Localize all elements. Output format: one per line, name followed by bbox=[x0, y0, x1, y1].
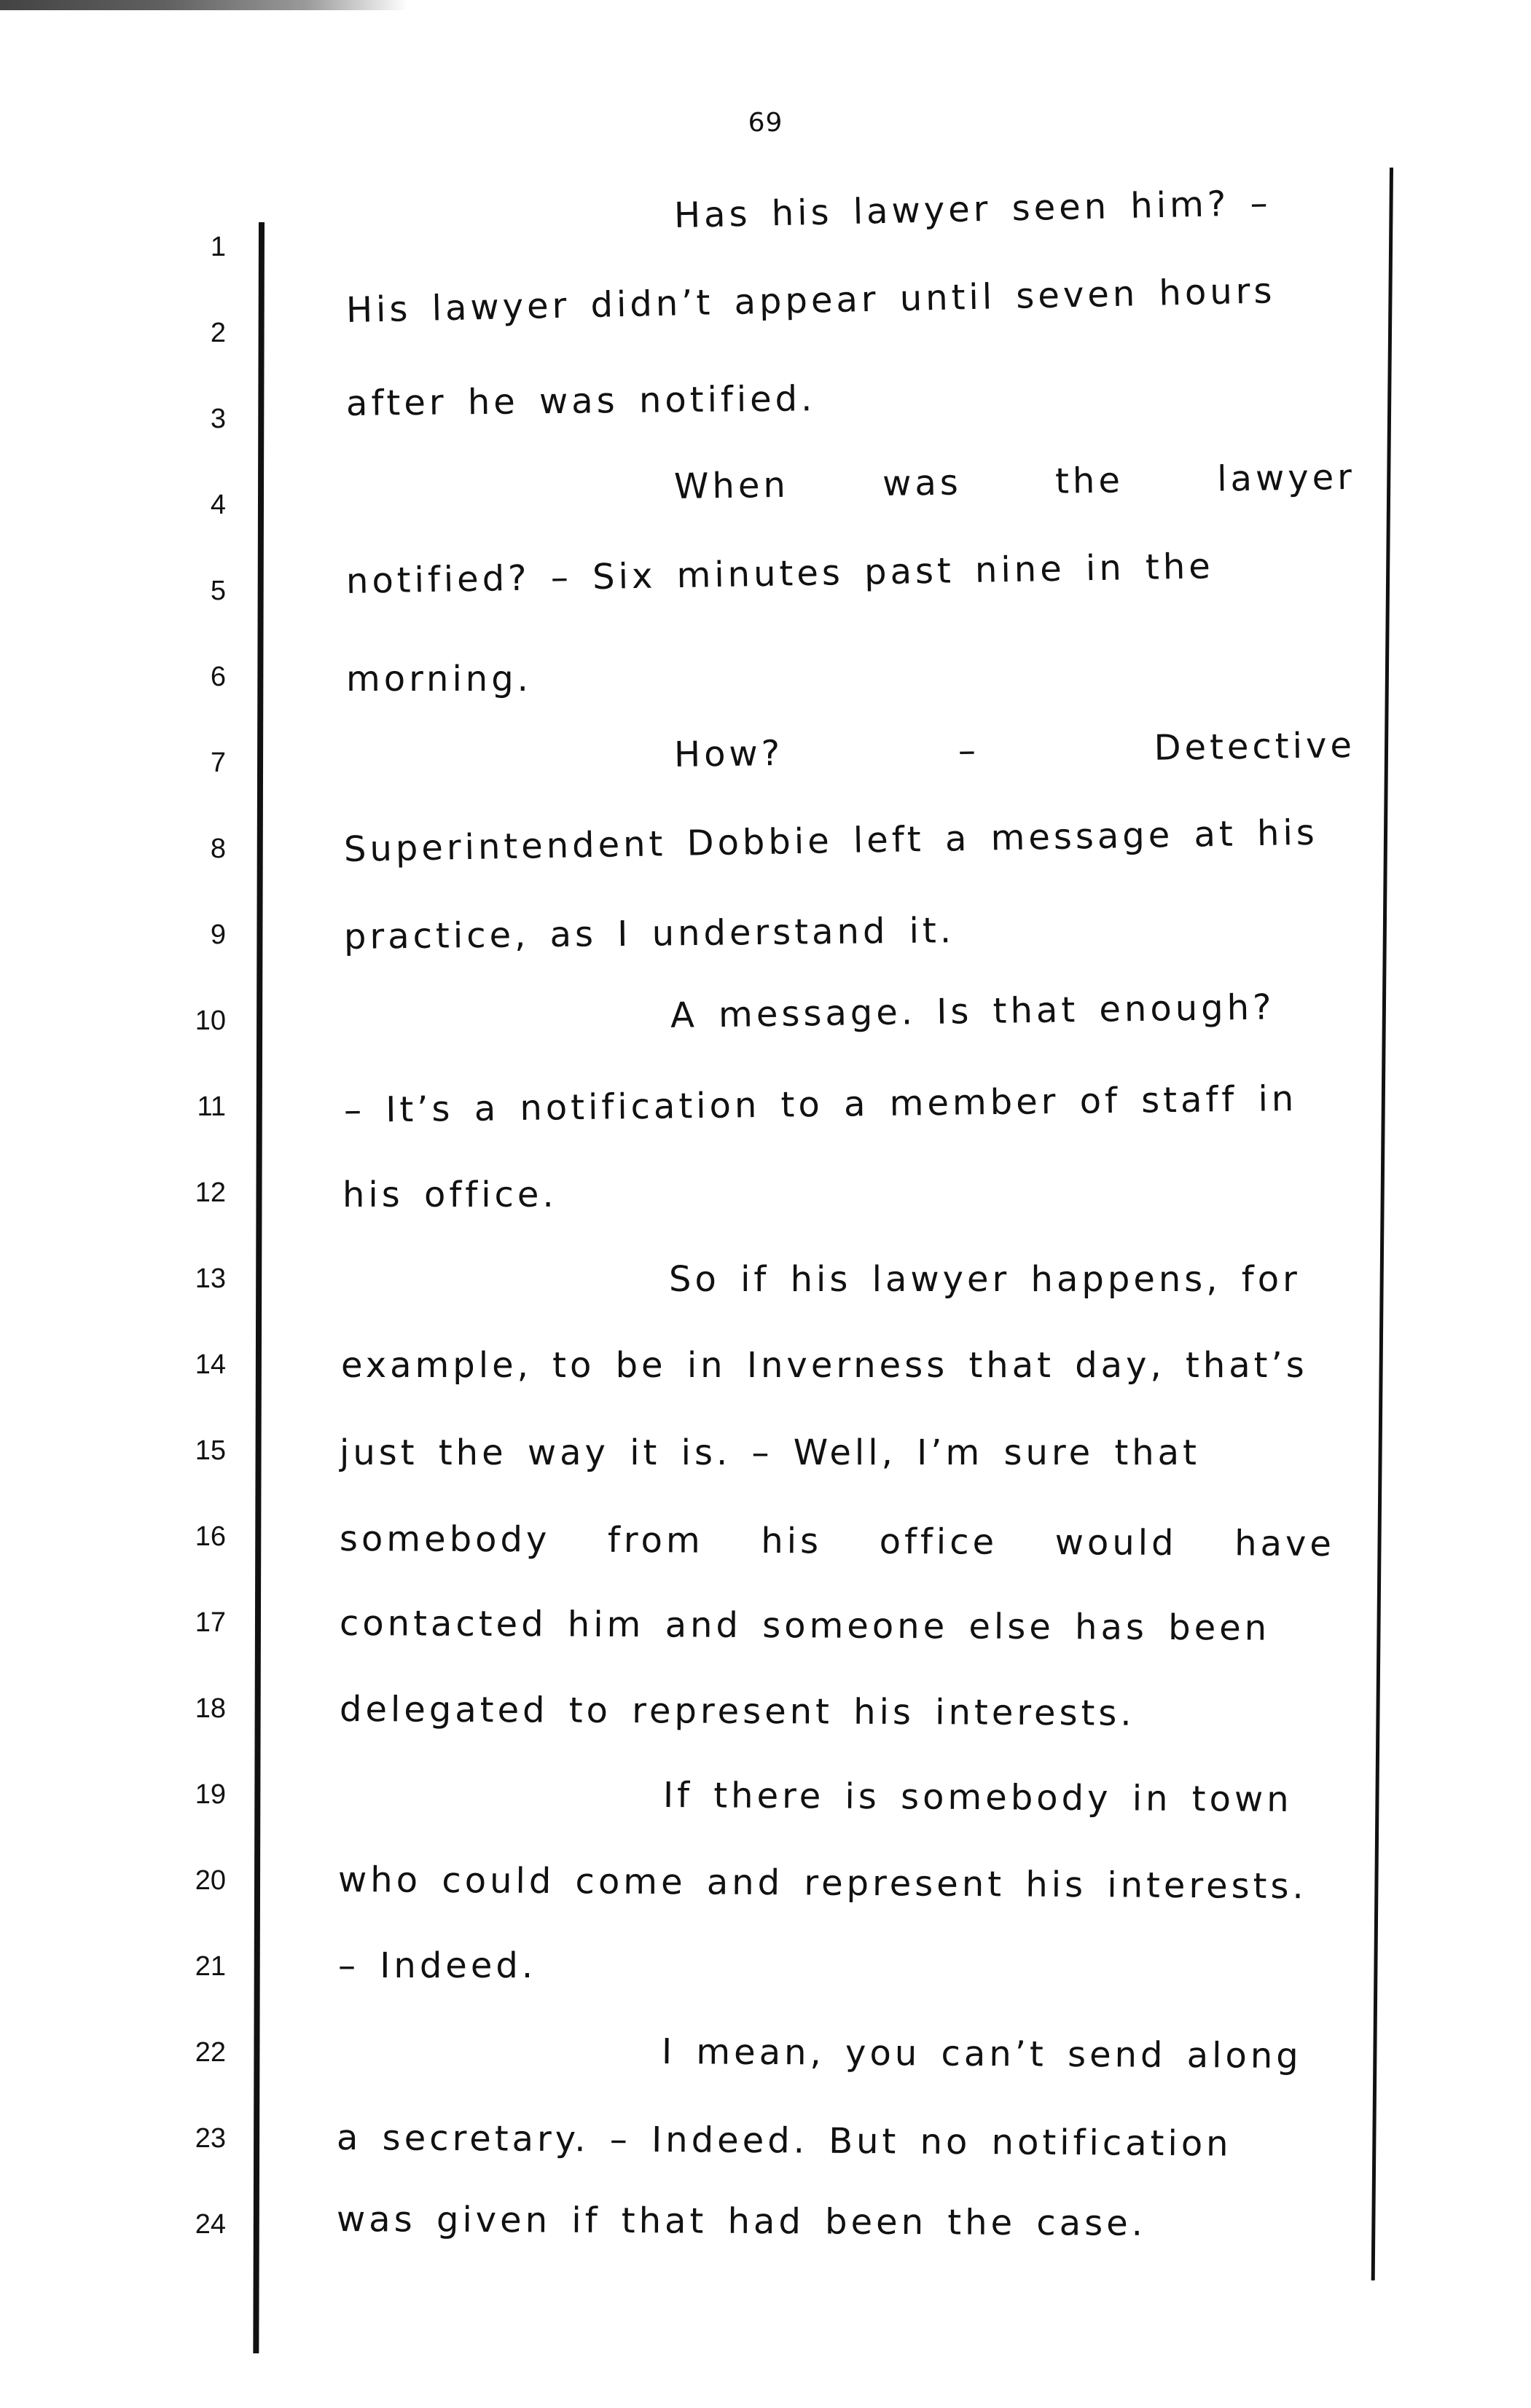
line-number: 4 bbox=[210, 490, 226, 520]
transcript-line: example, to be in Inverness that day, that’s bbox=[341, 1345, 1308, 1386]
transcript-line: A message. Is that enough? bbox=[670, 987, 1275, 1036]
line-number: 23 bbox=[195, 2123, 226, 2154]
transcript-line bbox=[340, 1518, 1335, 1564]
line-number: 7 bbox=[210, 748, 226, 778]
transcript-line: – Indeed. bbox=[338, 1945, 537, 1986]
line-number: 15 bbox=[195, 1435, 226, 1466]
line-number: 19 bbox=[195, 1779, 226, 1810]
transcript-line: morning. bbox=[346, 659, 532, 699]
line-number: 1 bbox=[210, 232, 226, 262]
line-number: 17 bbox=[195, 1607, 226, 1638]
line-number: 24 bbox=[195, 2209, 226, 2240]
transcript-word: – bbox=[958, 730, 980, 772]
transcript-word: from bbox=[607, 1519, 704, 1561]
line-number: 13 bbox=[195, 1263, 226, 1294]
line-number: 2 bbox=[210, 318, 226, 348]
transcript-line: his office. bbox=[342, 1174, 557, 1215]
transcript-line: – It’s a notification to a member of staff in bbox=[343, 1078, 1298, 1131]
left-margin-rule bbox=[253, 222, 265, 2353]
transcript-line: contacted him and someone else has been bbox=[339, 1603, 1271, 1649]
transcript-line: So if his lawyer happens, for bbox=[669, 1259, 1301, 1300]
line-number: 10 bbox=[195, 1005, 226, 1036]
transcript-word: How? bbox=[673, 732, 784, 775]
right-margin-rule bbox=[1371, 168, 1393, 2280]
transcript-word: somebody bbox=[339, 1518, 551, 1561]
transcript-line: Superintendent Dobbie left a message at his bbox=[343, 812, 1319, 870]
transcript-line: If there is somebody in town bbox=[662, 1775, 1293, 1821]
transcript-line: a secretary. – Indeed. But no notification bbox=[336, 2117, 1232, 2165]
transcript-word: would bbox=[1054, 1522, 1178, 1564]
transcript-line: His lawyer didn’t appear until seven hours bbox=[345, 270, 1276, 331]
transcript-word: office bbox=[879, 1521, 998, 1563]
transcript-word: Detective bbox=[1154, 724, 1356, 769]
line-number: 12 bbox=[195, 1177, 226, 1208]
transcript-line: just the way it is. – Well, I’m sure that bbox=[340, 1432, 1200, 1473]
transcript-word: lawyer bbox=[1216, 456, 1356, 500]
transcript-word: have bbox=[1234, 1523, 1336, 1565]
line-number: 22 bbox=[195, 2037, 226, 2068]
transcript-line bbox=[674, 457, 1356, 507]
scan-edge-mark bbox=[0, 0, 408, 10]
transcript-line: practice, as I understand it. bbox=[343, 910, 955, 957]
transcript-line: Has his lawyer seen him? – bbox=[673, 182, 1272, 236]
line-number: 16 bbox=[195, 1521, 226, 1552]
transcript-line: delegated to represent his interests. bbox=[339, 1689, 1135, 1734]
line-number: 5 bbox=[210, 576, 226, 606]
line-number: 9 bbox=[210, 919, 226, 950]
transcript-line: I mean, you can’t send along bbox=[661, 2031, 1302, 2077]
transcript-word: the bbox=[1054, 460, 1124, 502]
transcript-word: was bbox=[882, 462, 963, 505]
line-number: 8 bbox=[210, 834, 226, 864]
line-number: 21 bbox=[195, 1951, 226, 1982]
transcript-line: notified? – Six minutes past nine in the bbox=[345, 546, 1215, 602]
line-number: 6 bbox=[210, 662, 226, 692]
line-number: 11 bbox=[197, 1091, 226, 1122]
transcript-line: after he was notified. bbox=[345, 378, 816, 424]
line-number: 20 bbox=[195, 1865, 226, 1896]
line-number: 18 bbox=[195, 1693, 226, 1724]
transcript-line: was given if that had been the case. bbox=[336, 2199, 1147, 2244]
transcript-word: When bbox=[673, 464, 790, 507]
page-number: 69 bbox=[748, 108, 783, 138]
line-number: 3 bbox=[210, 404, 226, 434]
transcript-word: his bbox=[761, 1521, 823, 1562]
transcript-line: who could come and represent his interests. bbox=[337, 1859, 1307, 1907]
transcript-line bbox=[674, 725, 1356, 775]
line-number: 14 bbox=[195, 1349, 226, 1380]
